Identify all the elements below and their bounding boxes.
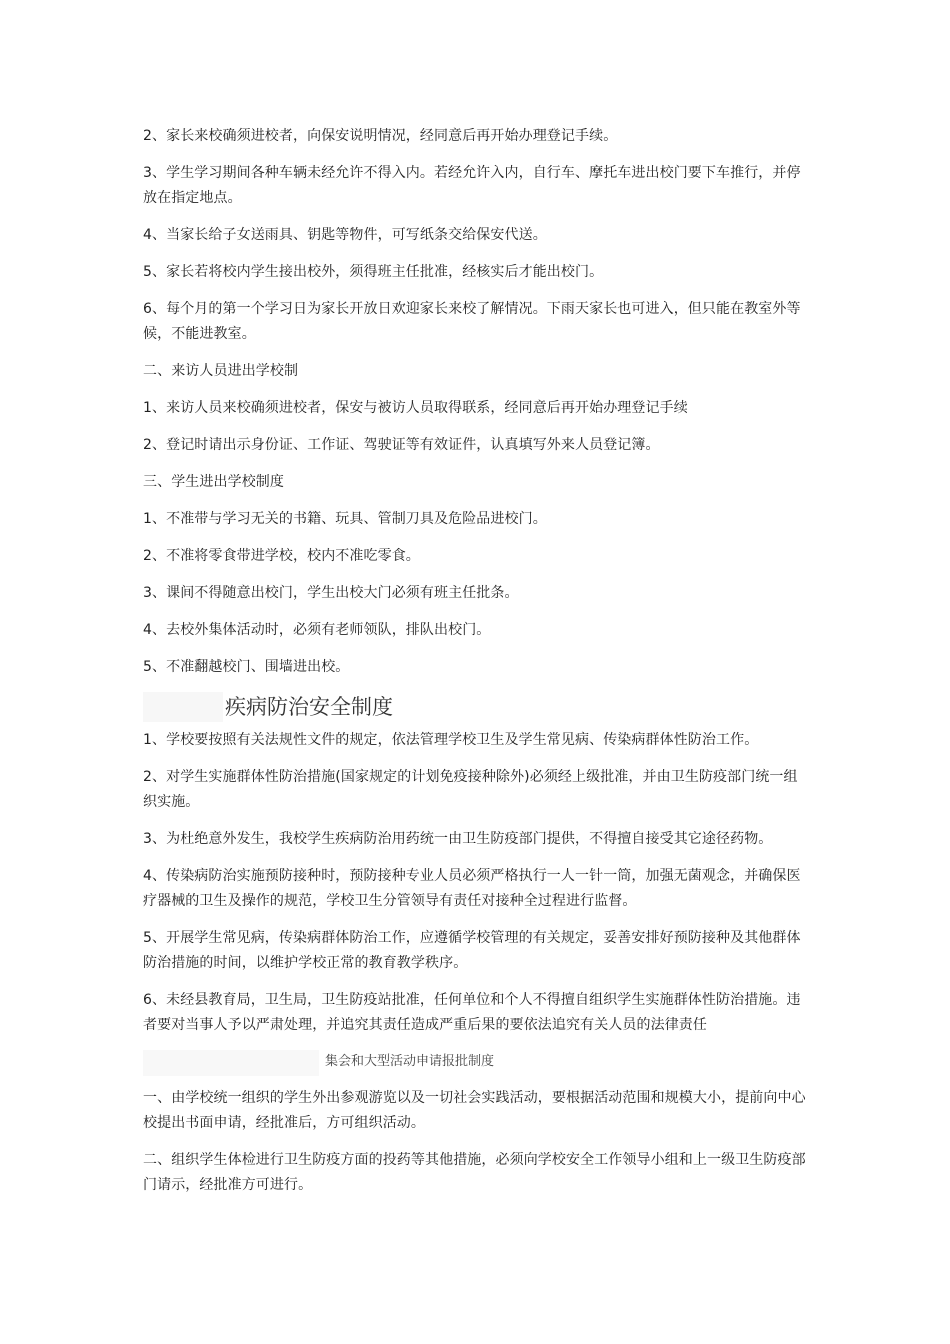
paragraph: 3、课间不得随意出校门，学生出校大门必须有班主任批条。	[143, 585, 519, 601]
paragraph: 5、不准翻越校门、围墙进出校。	[143, 659, 350, 675]
paragraph: 3、学生学习期间各种车辆未经允许不得入内。若经允许入内，自行车、摩托车进出校门要下车推行，并停放在指定地点。	[143, 165, 801, 206]
paragraph: 5、家长若将校内学生接出校外，须得班主任批准，经核实后才能出校门。	[143, 264, 604, 280]
paragraph: 4、传染病防治实施预防接种时，预防接种专业人员必须严格执行一人一针一筒，加强无菌观念，并确保医疗器械的卫生及操作的规范，学校卫生分管领导有责任对接种全过程进行监督。	[143, 868, 801, 909]
section-heading-students: 三、学生进出学校制度	[143, 474, 284, 490]
paragraph: 1、不准带与学习无关的书籍、玩具、管制刀具及危险品进校门。	[143, 511, 547, 527]
paragraph: 2、对学生实施群体性防治措施(国家规定的计划免疫接种除外)必须经上级批准，并由卫生防疫部门统一组织实施。	[143, 769, 798, 810]
paragraph: 4、当家长给子女送雨具、钥匙等物件，可写纸条交给保安代送。	[143, 227, 547, 243]
paragraph: 1、来访人员来校确须进校者，保安与被访人员取得联系，经同意后再开始办理登记手续	[143, 400, 688, 416]
document-page	[143, 124, 809, 1210]
paragraph: 二、组织学生体检进行卫生防疫方面的投药等其他措施，必须向学校安全工作领导小组和上一级卫生防疫部门请示，经批准方可进行。	[143, 1152, 806, 1193]
paragraph: 6、未经县教育局，卫生局，卫生防疫站批准，任何单位和个人不得擅自组织学生实施群体性防治措施。违者要对当事人予以严肃处理，并追究其责任造成严重后果的要依法追究有关人员的法律责任	[143, 992, 801, 1033]
paragraph: 2、登记时请出示身份证、工作证、驾驶证等有效证件，认真填写外来人员登记簿。	[143, 437, 660, 453]
paragraph: 一、由学校统一组织的学生外出参观游览以及一切社会实践活动，要根据活动范围和规模大小，提前向中心校提出书面申请，经批准后，方可组织活动。	[143, 1090, 806, 1131]
paragraph: 1、学校要按照有关法规性文件的规定，依法管理学校卫生及学生常见病、传染病群体性防治工作。	[143, 732, 759, 748]
paragraph: 5、开展学生常见病，传染病群体防治工作，应遵循学校管理的有关规定，妥善安排好预防接种及其他群体防治措施的时间，以维护学校正常的教育教学秩序。	[143, 930, 801, 971]
paragraph: 4、去校外集体活动时，必须有老师领队，排队出校门。	[143, 622, 491, 638]
paragraph: 2、家长来校确须进校者，向保安说明情况，经同意后再开始办理登记手续。	[143, 128, 618, 144]
paragraph: 2、不准将零食带进学校，校内不准吃零食。	[143, 548, 420, 564]
heading-assembly-approval: 集会和大型活动申请报批制度	[143, 1050, 809, 1076]
paragraph: 3、为杜绝意外发生，我校学生疾病防治用药统一由卫生防疫部门提供，不得擅自接受其它途径药物。	[143, 831, 773, 847]
section-heading-visitors: 二、来访人员进出学校制	[143, 363, 299, 379]
paragraph: 6、每个月的第一个学习日为家长开放日欢迎家长来校了解情况。下雨天家长也可进入，但只能在教室外等候，不能进教室。	[143, 301, 801, 342]
heading-disease-prevention: 疾病防治安全制度	[143, 692, 809, 722]
